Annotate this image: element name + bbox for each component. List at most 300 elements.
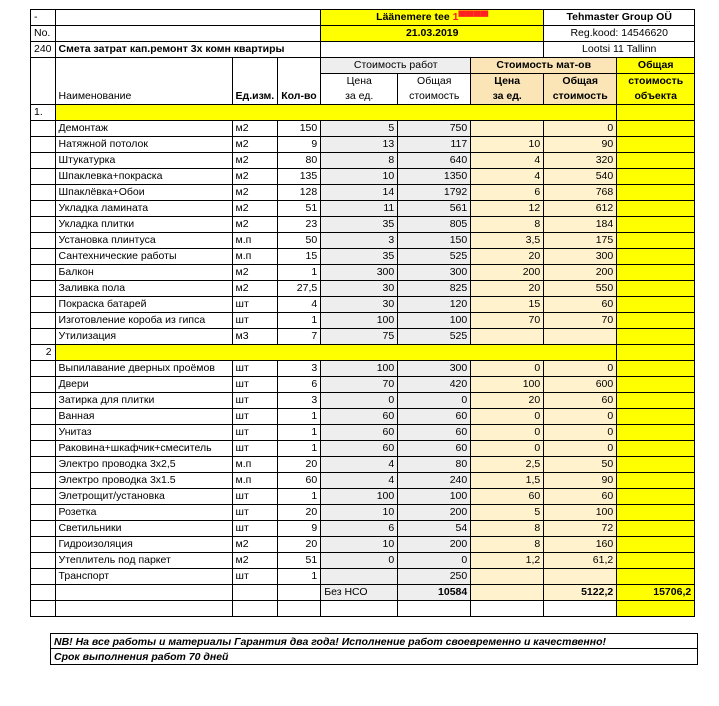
item-unit: шт [232, 521, 278, 537]
works-total-subheader: стоимость [398, 89, 471, 105]
works-price-subheader: за ед. [321, 89, 398, 105]
work-total: 640 [398, 153, 471, 169]
material-total: 600 [544, 377, 617, 393]
table-row [31, 457, 695, 473]
material-total: 540 [544, 169, 617, 185]
material-price: 2,5 [471, 457, 544, 473]
material-price: 8 [471, 217, 544, 233]
item-unit: шт [232, 361, 278, 377]
item-qty: 60 [278, 473, 321, 489]
item-qty: 3 [278, 393, 321, 409]
table-row [31, 361, 695, 377]
work-price: 300 [321, 265, 398, 281]
total-object-header-1: Общая [617, 58, 695, 74]
table-row [31, 313, 695, 329]
material-total: 175 [544, 233, 617, 249]
item-unit: м.п [232, 473, 278, 489]
object-total [617, 121, 695, 137]
work-total: 200 [398, 505, 471, 521]
material-price: 8 [471, 537, 544, 553]
item-qty: 51 [278, 553, 321, 569]
item-qty: 9 [278, 137, 321, 153]
material-price: 4 [471, 153, 544, 169]
company-name: Tehmaster Group OÜ [544, 10, 695, 26]
work-price: 3 [321, 233, 398, 249]
material-price: 0 [471, 441, 544, 457]
item-name: Демонтаж [55, 121, 232, 137]
work-total: 150 [398, 233, 471, 249]
work-total: 100 [398, 489, 471, 505]
row-blank-cell [31, 601, 56, 617]
table-row [31, 297, 695, 313]
item-qty: 1 [278, 265, 321, 281]
totals-row [31, 585, 695, 601]
work-price: 4 [321, 457, 398, 473]
row-blank-cell [31, 137, 56, 153]
item-name: Элетрощит/установка [55, 489, 232, 505]
item-unit: м3 [232, 329, 278, 345]
item-name: Заливка пола [55, 281, 232, 297]
material-price: 70 [471, 313, 544, 329]
material-total: 184 [544, 217, 617, 233]
work-total: 420 [398, 377, 471, 393]
object-total [617, 201, 695, 217]
materials-grand-total: 5122,2 [544, 585, 617, 601]
materials-total-header: Общая [544, 74, 617, 90]
item-name: Унитаз [55, 425, 232, 441]
work-total: 561 [398, 201, 471, 217]
item-qty: 51 [278, 201, 321, 217]
reg-code: Reg.kood: 14546620 [544, 26, 695, 42]
table-row [31, 137, 695, 153]
work-total: 117 [398, 137, 471, 153]
row-blank-cell [31, 409, 56, 425]
material-price: 60 [471, 489, 544, 505]
item-qty: 20 [278, 457, 321, 473]
object-grand-total: 15706,2 [617, 585, 695, 601]
item-qty: 128 [278, 185, 321, 201]
item-unit: шт [232, 313, 278, 329]
item-name: Покраска батарей [55, 297, 232, 313]
item-qty: 6 [278, 377, 321, 393]
work-price: 10 [321, 169, 398, 185]
row-blank-cell [31, 585, 56, 601]
item-unit: шт [232, 489, 278, 505]
material-total: 768 [544, 185, 617, 201]
item-unit: шт [232, 297, 278, 313]
material-total: 50 [544, 457, 617, 473]
row-blank-cell [31, 297, 56, 313]
row-blank-cell [31, 153, 56, 169]
object-total [617, 297, 695, 313]
table-row [31, 553, 695, 569]
item-qty: 1 [278, 313, 321, 329]
address-redaction: 1▀▀▀▀ [452, 11, 489, 23]
row-blank-cell [31, 425, 56, 441]
work-total: 60 [398, 425, 471, 441]
work-price: 60 [321, 409, 398, 425]
object-total [617, 537, 695, 553]
row-blank-cell [31, 249, 56, 265]
item-name: Укладка ламината [55, 201, 232, 217]
section-row-2 [31, 345, 695, 361]
object-total [617, 569, 695, 585]
material-total: 60 [544, 489, 617, 505]
table-row [31, 121, 695, 137]
work-total: 1350 [398, 169, 471, 185]
material-total: 61,2 [544, 553, 617, 569]
item-qty: 9 [278, 521, 321, 537]
material-total: 72 [544, 521, 617, 537]
table-row [31, 489, 695, 505]
work-total: 0 [398, 553, 471, 569]
item-unit: шт [232, 505, 278, 521]
item-qty: 1 [278, 569, 321, 585]
work-price: 100 [321, 489, 398, 505]
item-name: Штукатурка [55, 153, 232, 169]
row-blank-cell [232, 585, 278, 601]
qty-column-header: Кол-во [278, 89, 321, 105]
item-unit: шт [232, 409, 278, 425]
address-text: Läänemere tee [376, 11, 450, 23]
table-row [31, 281, 695, 297]
item-name: Электро проводка 3х2,5 [55, 457, 232, 473]
work-total: 300 [398, 265, 471, 281]
material-price: 1,2 [471, 553, 544, 569]
work-total: 200 [398, 537, 471, 553]
row-blank-cell [398, 601, 471, 617]
row-blank-cell [31, 121, 56, 137]
material-price: 4 [471, 169, 544, 185]
item-qty: 15 [278, 249, 321, 265]
item-qty: 3 [278, 361, 321, 377]
material-total: 0 [544, 425, 617, 441]
total-object-header-2: стоимость [617, 74, 695, 90]
row-blank-cell [617, 601, 695, 617]
table-row [31, 233, 695, 249]
material-price: 20 [471, 393, 544, 409]
work-price [321, 569, 398, 585]
item-unit: м2 [232, 153, 278, 169]
column-header-row-2 [31, 74, 695, 90]
material-total: 550 [544, 281, 617, 297]
deadline-note: Срок выполнения работ 70 дней [50, 649, 698, 665]
object-total [617, 409, 695, 425]
material-price: 6 [471, 185, 544, 201]
section-label-2: 2 [31, 345, 56, 361]
footer-notes [50, 633, 698, 665]
item-unit: м2 [232, 217, 278, 233]
item-qty: 1 [278, 425, 321, 441]
row-blank-cell [31, 553, 56, 569]
work-price: 4 [321, 473, 398, 489]
object-total [617, 217, 695, 233]
table-row [31, 505, 695, 521]
item-unit: м2 [232, 201, 278, 217]
material-total: 90 [544, 137, 617, 153]
row-blank-cell [31, 521, 56, 537]
work-total: 1792 [398, 185, 471, 201]
item-name: Укладка плитки [55, 217, 232, 233]
object-total [617, 521, 695, 537]
table-row [31, 169, 695, 185]
object-total [617, 137, 695, 153]
work-total: 805 [398, 217, 471, 233]
material-total: 0 [544, 361, 617, 377]
item-name: Раковина+шкафчик+смеситель [55, 441, 232, 457]
material-price [471, 569, 544, 585]
unit-column-header: Ед.изм. [232, 89, 278, 105]
item-unit: м.п [232, 249, 278, 265]
item-name: Шпаклевка+покраска [55, 169, 232, 185]
item-unit: м2 [232, 281, 278, 297]
material-total: 300 [544, 249, 617, 265]
work-total: 525 [398, 249, 471, 265]
table-row [31, 185, 695, 201]
header-row-1 [31, 10, 695, 26]
item-qty: 50 [278, 233, 321, 249]
item-name: Транспорт [55, 569, 232, 585]
material-total [544, 569, 617, 585]
estimate-title: Смета затрат кап.ремонт 3х комн квартиры [55, 42, 321, 58]
table-row [31, 201, 695, 217]
table-row [31, 569, 695, 585]
item-name: Утилизация [55, 329, 232, 345]
work-price: 6 [321, 521, 398, 537]
work-price: 30 [321, 297, 398, 313]
work-total: 80 [398, 457, 471, 473]
row-blank-cell [55, 585, 232, 601]
material-price: 20 [471, 249, 544, 265]
item-name: Гидроизоляция [55, 537, 232, 553]
row-blank-cell [31, 505, 56, 521]
item-qty: 20 [278, 505, 321, 521]
item-name: Балкон [55, 265, 232, 281]
item-name: Затирка для плитки [55, 393, 232, 409]
item-name: Установка плинтуса [55, 233, 232, 249]
object-total [617, 329, 695, 345]
total-object-header-3: объекта [617, 89, 695, 105]
work-price: 100 [321, 313, 398, 329]
row-blank-cell [471, 585, 544, 601]
table-row [31, 265, 695, 281]
row-blank-cell [31, 377, 56, 393]
row-blank-cell [31, 281, 56, 297]
work-total: 240 [398, 473, 471, 489]
object-total [617, 281, 695, 297]
work-price: 35 [321, 249, 398, 265]
item-unit: м2 [232, 553, 278, 569]
row-blank-cell [31, 441, 56, 457]
material-price: 20 [471, 281, 544, 297]
item-unit: м2 [232, 537, 278, 553]
row-blank-cell [471, 601, 544, 617]
object-total [617, 473, 695, 489]
materials-cost-header: Стоимость мат-ов [471, 58, 617, 74]
row-blank-cell [55, 601, 232, 617]
materials-price-header: Цена [471, 74, 544, 90]
item-name: Сантехнические работы [55, 249, 232, 265]
column-header-row-1 [31, 58, 695, 74]
material-price: 15 [471, 297, 544, 313]
material-total: 320 [544, 153, 617, 169]
item-qty: 23 [278, 217, 321, 233]
header-row-2 [31, 26, 695, 42]
row-blank-cell [31, 313, 56, 329]
work-total: 250 [398, 569, 471, 585]
estimate-table [30, 9, 695, 617]
material-price: 10 [471, 137, 544, 153]
row-blank-cell [232, 601, 278, 617]
work-price: 0 [321, 393, 398, 409]
material-total: 0 [544, 121, 617, 137]
item-qty: 20 [278, 537, 321, 553]
row-blank-cell [31, 489, 56, 505]
item-name: Двери [55, 377, 232, 393]
object-total [617, 313, 695, 329]
work-total: 750 [398, 121, 471, 137]
table-row [31, 521, 695, 537]
works-grand-total: 10584 [398, 585, 471, 601]
work-price: 14 [321, 185, 398, 201]
work-price: 8 [321, 153, 398, 169]
item-unit: м.п [232, 457, 278, 473]
row-blank-cell [31, 169, 56, 185]
object-total [617, 553, 695, 569]
column-header-row-3 [31, 89, 695, 105]
address-cell [321, 10, 544, 26]
material-price: 200 [471, 265, 544, 281]
item-qty: 27,5 [278, 281, 321, 297]
estimate-date: 21.03.2019 [321, 26, 544, 42]
work-price: 10 [321, 537, 398, 553]
work-price: 35 [321, 217, 398, 233]
item-unit: м2 [232, 265, 278, 281]
work-price: 11 [321, 201, 398, 217]
table-row [31, 425, 695, 441]
material-total: 0 [544, 441, 617, 457]
object-total [617, 361, 695, 377]
cell-a1: - [31, 10, 56, 26]
table-row [31, 409, 695, 425]
material-price: 8 [471, 521, 544, 537]
material-price: 0 [471, 361, 544, 377]
item-unit: шт [232, 441, 278, 457]
material-price [471, 329, 544, 345]
material-total: 60 [544, 297, 617, 313]
work-total: 120 [398, 297, 471, 313]
material-total: 0 [544, 409, 617, 425]
table-row [31, 441, 695, 457]
material-total [544, 329, 617, 345]
object-total [617, 441, 695, 457]
work-price: 5 [321, 121, 398, 137]
section-label-1: 1. [31, 105, 56, 121]
item-name: Розетка [55, 505, 232, 521]
material-total: 70 [544, 313, 617, 329]
material-price: 3,5 [471, 233, 544, 249]
item-qty: 150 [278, 121, 321, 137]
item-unit: м2 [232, 137, 278, 153]
object-total [617, 153, 695, 169]
row-blank-cell [31, 361, 56, 377]
row-blank-cell [31, 185, 56, 201]
work-price: 70 [321, 377, 398, 393]
table-row [31, 377, 695, 393]
row-blank-cell [31, 537, 56, 553]
row-blank-cell [31, 393, 56, 409]
item-unit: м2 [232, 169, 278, 185]
material-price: 12 [471, 201, 544, 217]
material-total: 60 [544, 393, 617, 409]
work-total: 54 [398, 521, 471, 537]
object-total [617, 233, 695, 249]
materials-total-subheader: стоимость [544, 89, 617, 105]
item-unit: м2 [232, 185, 278, 201]
row-blank-cell [278, 601, 321, 617]
material-total: 200 [544, 265, 617, 281]
table-row [31, 249, 695, 265]
item-name: Ванная [55, 409, 232, 425]
cell-a2: No. [31, 26, 56, 42]
object-total [617, 425, 695, 441]
warranty-note: NB! На все работы и материалы Гарантия два года! Исполнение работ своевременно и качественно! [50, 633, 698, 649]
object-total [617, 265, 695, 281]
item-unit: шт [232, 377, 278, 393]
header-row-3 [31, 42, 695, 58]
table-row [31, 537, 695, 553]
item-name: Выпилавание дверных проёмов [55, 361, 232, 377]
object-total [617, 457, 695, 473]
object-total [617, 489, 695, 505]
material-price: 0 [471, 425, 544, 441]
table-row [31, 329, 695, 345]
work-total: 825 [398, 281, 471, 297]
row-blank-cell [544, 601, 617, 617]
item-qty: 80 [278, 153, 321, 169]
work-total: 300 [398, 361, 471, 377]
cell-a3: 240 [31, 42, 56, 58]
work-price: 13 [321, 137, 398, 153]
item-unit: шт [232, 425, 278, 441]
work-total: 60 [398, 441, 471, 457]
item-qty: 7 [278, 329, 321, 345]
row-blank-cell [31, 569, 56, 585]
material-price [471, 121, 544, 137]
work-price: 60 [321, 441, 398, 457]
table-row [31, 217, 695, 233]
works-total-header: Общая [398, 74, 471, 90]
object-total [617, 505, 695, 521]
row-blank-cell [31, 265, 56, 281]
materials-price-subheader: за ед. [471, 89, 544, 105]
name-column-header: Наименование [55, 89, 232, 105]
work-price: 100 [321, 361, 398, 377]
row-blank-cell [31, 217, 56, 233]
row-blank-cell [31, 233, 56, 249]
work-total: 60 [398, 409, 471, 425]
object-total [617, 185, 695, 201]
material-total: 612 [544, 201, 617, 217]
item-qty: 1 [278, 489, 321, 505]
section-fill [55, 345, 617, 361]
object-total [617, 377, 695, 393]
work-total: 0 [398, 393, 471, 409]
table-row [31, 393, 695, 409]
item-qty: 1 [278, 441, 321, 457]
work-price: 10 [321, 505, 398, 521]
material-price: 100 [471, 377, 544, 393]
